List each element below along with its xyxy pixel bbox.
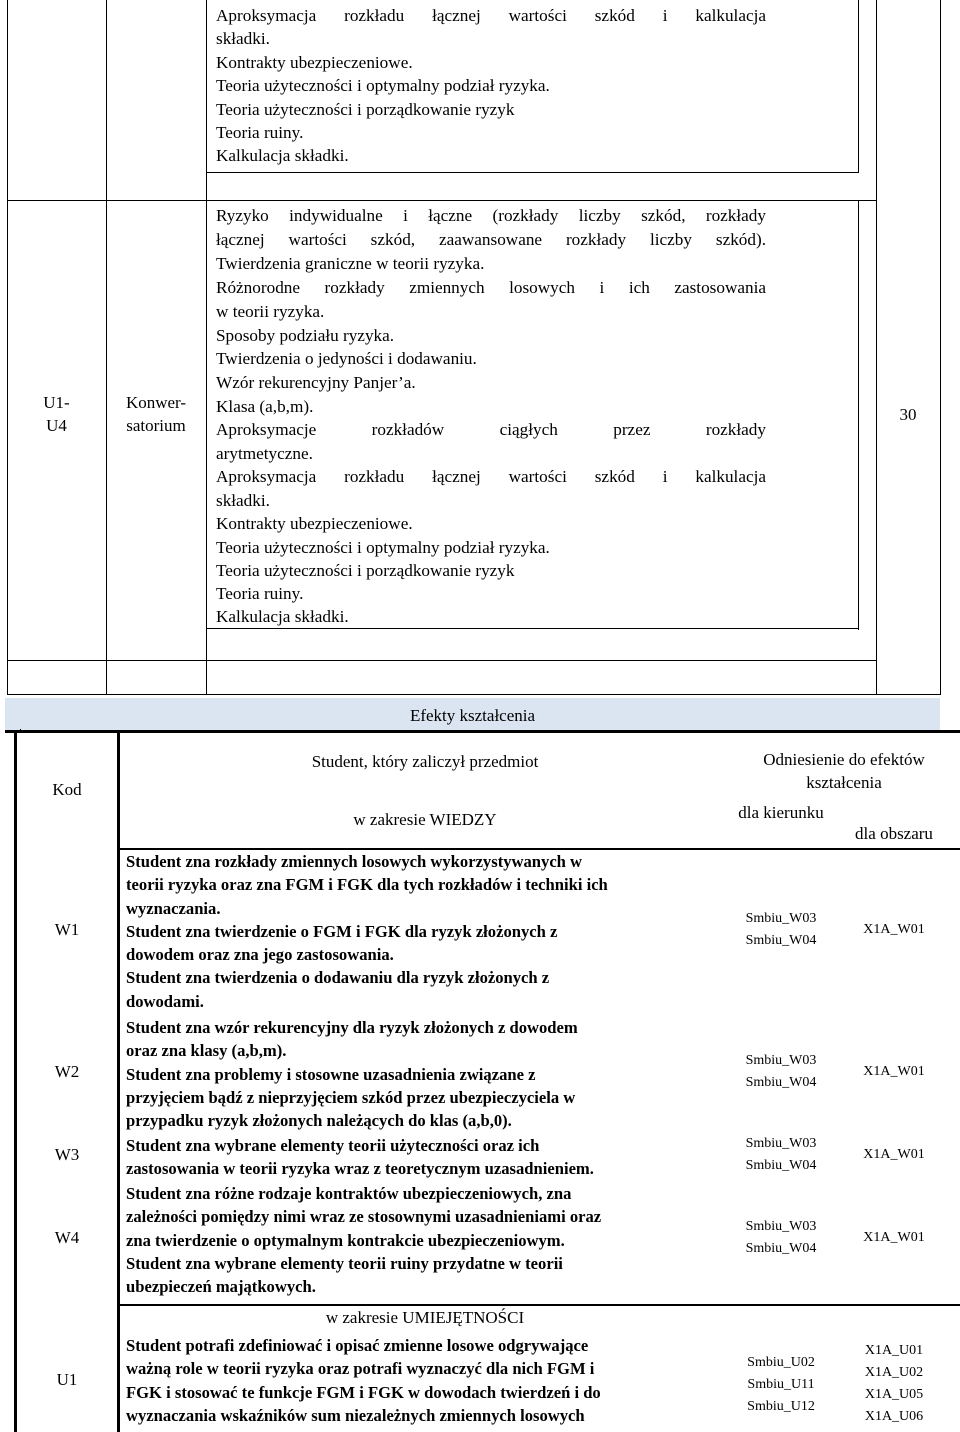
field-reference: Smbiu_W03 Smbiu_W04 — [745, 1053, 817, 1090]
field-reference: Smbiu_U02 Smbiu_U11 Smbiu_U12 — [747, 1355, 815, 1414]
topic-line: Twierdzenia o jedyności i dodawaniu. — [216, 349, 477, 368]
row-form: Konwer- satorium — [125, 393, 187, 435]
topic-line: składki. — [216, 491, 270, 510]
effect-description: Student zna wybrane elementy teorii użyteczności oraz ich zastosowania w teorii ryzyka wraz z teoretycznym uzasadnieniem. — [126, 1136, 594, 1179]
effect-description: Student zna rozkłady zmiennych losowych wykorzystywanych w teorii ryzyka oraz zna FGM i FGK dla tych rozkładów i techniki ich wyznaczania. Student zna twierdzenie o FGM i FGK dla ryzyk złożonych z dowodem oraz zna jego zastosowania. Student zna twierdzenia o dodawaniu dla ryzyk złożonych z dowodami. — [126, 852, 608, 1011]
topic-line: Kalkulacja składki. — [216, 146, 349, 165]
col-field-header: dla kierunku — [738, 803, 824, 822]
field-reference: Smbiu_W03 Smbiu_W04 — [745, 1219, 817, 1256]
topic-line: Aproksymacja rozkładu łącznej wartości szkód i kalkulacja — [216, 6, 766, 25]
topic-line: Twierdzenia graniczne w teorii ryzyka. — [216, 254, 485, 273]
topic-line: Wzór rekurencyjny Panjer’a. — [216, 373, 416, 392]
field-reference: Smbiu_W03 Smbiu_W04 — [745, 911, 817, 948]
topic-line: Klasa (a,b,m). — [216, 397, 314, 416]
col-student-header: Student, który zaliczył przedmiot — [311, 752, 539, 771]
topic-line: łącznej wartości szkód, zaawansowane rozkłady liczby szkód). — [216, 230, 766, 249]
effects-title: Efekty kształcenia — [409, 706, 536, 725]
topic-line: Kontrakty ubezpieczeniowe. — [216, 53, 413, 72]
topic-line: Różnorodne rozkłady zmiennych losowych i ich zastosowania — [216, 278, 766, 297]
topic-line: składki. — [216, 29, 270, 48]
area-reference: X1A_W01 — [863, 922, 925, 937]
effect-code: W2 — [54, 1062, 80, 1081]
topic-line: Sposoby podziału ryzyka. — [216, 326, 395, 345]
topic-line: Teoria ruiny. — [216, 123, 304, 142]
col-area-header: dla obszaru — [855, 824, 933, 843]
effect-code: W3 — [54, 1145, 80, 1164]
effect-code: W1 — [54, 920, 80, 939]
area-reference: X1A_W01 — [863, 1064, 925, 1079]
section-knowledge: w zakresie WIEDZY — [353, 810, 497, 829]
section-skills: w zakresie UMIEJĘTNOŚCI — [325, 1308, 525, 1327]
topic-line: Teoria użyteczności i porządkowanie ryzyk — [216, 561, 515, 580]
effect-code: U1 — [56, 1370, 78, 1389]
effect-description: Student potrafi zdefiniować i opisać zmienne losowe odgrywające ważną role w teorii ryzyka oraz potrafi wyznaczyć dla nich FGM i FGK i stosować te funkcje FGM i FGK w dowodach twierdzeń i do wyznaczania wskaźników sum niezależnych zmiennych losowych — [126, 1336, 601, 1425]
area-reference: X1A_W01 — [863, 1230, 925, 1245]
topic-line: Teoria użyteczności i optymalny podział ryzyka. — [216, 76, 550, 95]
topic-line: Teoria użyteczności i porządkowanie ryzyk — [216, 100, 515, 119]
row-code: U1- U4 — [43, 393, 70, 435]
topic-line: Teoria użyteczności i optymalny podział ryzyka. — [216, 538, 550, 557]
effect-description: Student zna różne rodzaje kontraktów ubezpieczeniowych, zna zależności pomiędzy nimi wraz ze stosownymi uzasadnieniami oraz zna twierdzenie o optymalnym kontrakcie ubezpieczeniowym. Student zna wybrane elementy teorii ruiny przydatne w teorii ubezpieczeń majątkowych. — [126, 1184, 602, 1297]
area-reference: X1A_W01 — [863, 1147, 925, 1162]
topic-line: Teoria ruiny. — [216, 584, 304, 603]
topic-line: arytmetyczne. — [216, 444, 313, 463]
effect-description: Student zna wzór rekurencyjny dla ryzyk złożonych z dowodem oraz zna klasy (a,b,m). Student zna problemy i stosowne uzasadnienia związane z przyjęciem bądź z nieprzyjęciem szkód przez ubezpieczyciela w przypadku ryzyk złożonych należących do klas (a,b,0). — [126, 1018, 578, 1131]
topic-line: Kalkulacja składki. — [216, 607, 349, 626]
field-reference: Smbiu_W03 Smbiu_W04 — [745, 1136, 817, 1173]
effect-code: W4 — [54, 1228, 80, 1247]
topic-line: w teorii ryzyka. — [216, 302, 325, 321]
topic-line: Aproksymacja rozkładu łącznej wartości szkód i kalkulacja — [216, 467, 766, 486]
topic-line: Aproksymacje rozkładów ciągłych przez rozkłady — [216, 420, 766, 439]
topic-line: Kontrakty ubezpieczeniowe. — [216, 514, 413, 533]
col-code-header: Kod — [52, 780, 82, 799]
topic-line: Ryzyko indywidualne i łączne (rozkłady liczby szkód, rozkłady — [216, 206, 766, 225]
row-hours: 30 — [899, 405, 917, 424]
area-reference: X1A_U01 X1A_U02 X1A_U05 X1A_U06 — [864, 1343, 924, 1424]
col-reference-header: Odniesienie do efektów kształcenia — [763, 750, 925, 792]
